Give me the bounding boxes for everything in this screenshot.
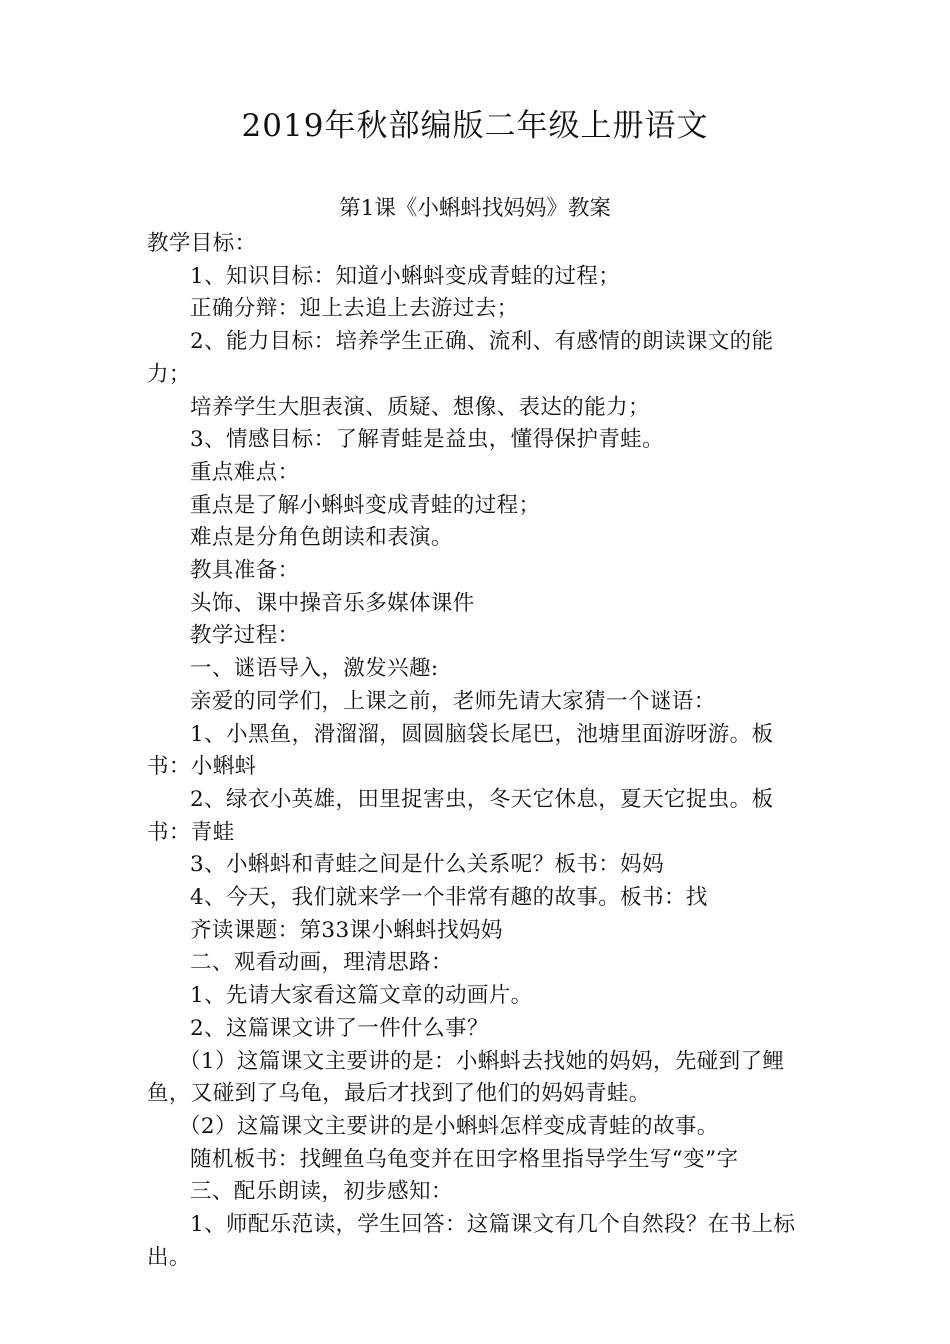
paragraph: 2、这篇课文讲了一件什么事？ bbox=[190, 1015, 489, 1041]
paragraph: 教学目标： bbox=[147, 231, 257, 256]
paragraph: 1、小黑鱼，滑溜溜，圆圆脑袋长尾巴，池塘里面游呀游。板书：小蝌蚪 bbox=[147, 721, 774, 780]
paragraph: （2）这篇课文主要讲的是小蝌蚪怎样变成青蛙的故事。 bbox=[179, 1113, 719, 1139]
paragraph: 重点是了解小蝌蚪变成青蛙的过程； bbox=[190, 492, 541, 518]
paragraph: 头饰、课中操音乐多媒体课件 bbox=[190, 590, 475, 616]
paragraph: 三、配乐朗读，初步感知： bbox=[190, 1179, 453, 1205]
document-title: 2019年秋部编版二年级上册语文 bbox=[241, 108, 709, 144]
paragraph: 4、今天，我们就来学一个非常有趣的故事。板书：找 bbox=[190, 885, 708, 911]
paragraph: 2、绿衣小英雄，田里捉害虫，冬天它休息，夏天它捉虫。板书：青蛙 bbox=[147, 786, 774, 845]
document-body bbox=[147, 228, 809, 1275]
paragraph: 随机板书：找鲤鱼乌龟变并在田字格里指导学生写“变”字 bbox=[190, 1146, 739, 1172]
paragraph: 教具准备： bbox=[190, 558, 300, 584]
paragraph: 1、知识目标：知道小蝌蚪变成青蛙的过程； bbox=[190, 263, 621, 289]
paragraph: （1）这篇课文主要讲的是：小蝌蚪去找她的妈妈，先碰到了鲤鱼，又碰到了乌龟，最后才找到了他们的妈妈青蛙。 bbox=[147, 1048, 785, 1107]
lesson-title: 第1课《小蝌蚪找妈妈》教案 bbox=[339, 196, 611, 221]
paragraph: 一、谜语导入，激发兴趣: bbox=[190, 656, 439, 682]
paragraph: 正确分辩：迎上去追上去游过去； bbox=[190, 296, 519, 322]
paragraph: 齐读课题：第33课小蝌蚪找妈妈 bbox=[190, 917, 503, 943]
paragraph: 培养学生大胆表演、质疑、想像、表达的能力； bbox=[190, 394, 650, 420]
paragraph: 难点是分角色朗读和表演。 bbox=[190, 525, 453, 551]
paragraph: 1、师配乐范读，学生回答：这篇课文有几个自然段？在书上标出。 bbox=[147, 1212, 796, 1270]
paragraph: 亲爱的同学们，上课之前，老师先请大家猜一个谜语： bbox=[190, 688, 716, 714]
paragraph: 2、能力目标：培养学生正确、流利、有感情的朗读课文的能力； bbox=[147, 329, 774, 387]
paragraph: 二、观看动画，理清思路： bbox=[190, 950, 453, 976]
paragraph: 1、先请大家看这篇文章的动画片。 bbox=[190, 983, 533, 1009]
paragraph: 重点难点： bbox=[190, 459, 300, 485]
paragraph: 3、情感目标：了解青蛙是益虫，懂得保护青蛙。 bbox=[190, 427, 664, 453]
paragraph: 3、小蝌蚪和青蛙之间是什么关系呢？板书：妈妈 bbox=[190, 852, 664, 878]
paragraph: 教学过程： bbox=[190, 623, 300, 649]
